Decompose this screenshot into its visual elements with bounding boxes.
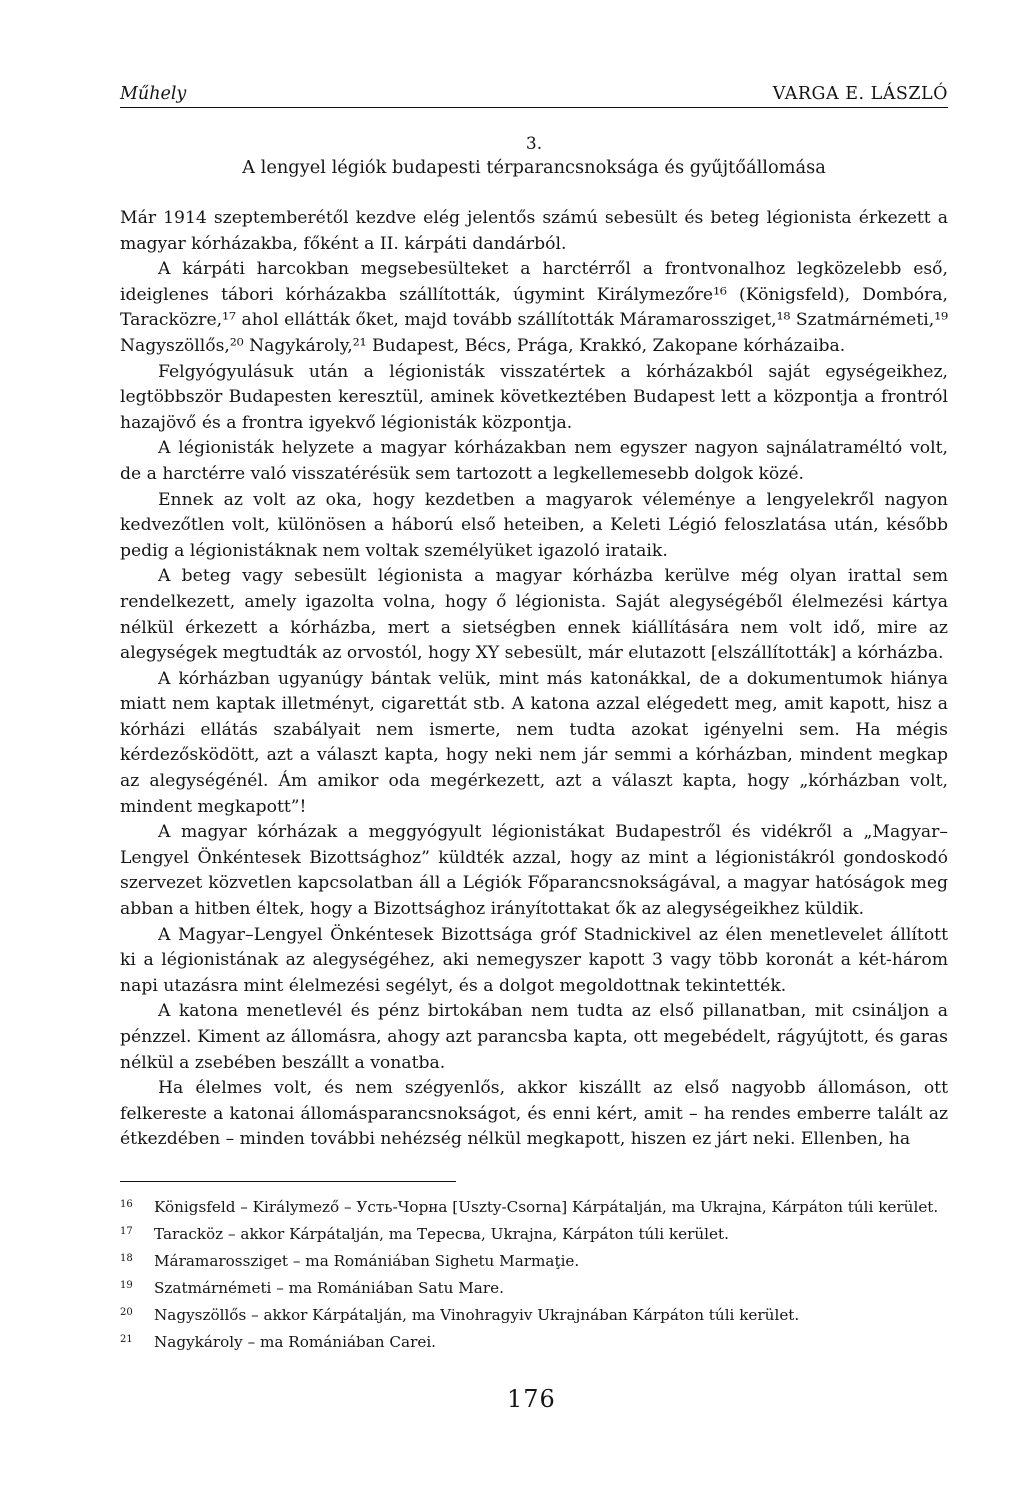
paragraph: A beteg vagy sebesült légionista a magyar kórházba kerülve még olyan irattal sem rendelkezett, amely igazolta volna, hogy ő légionista. Saját alegységéből élelmezési kártya nélkül érkezett a kórházba, mert a sietségben ennek kiállítására nem volt idő, mire az alegységek megtudták az orvostól, hogy XY sebesült, már elutazott [elszállították] a kórházba.	[120, 566, 948, 664]
footnote-divider	[120, 1181, 456, 1182]
footnote-text: Königsfeld – Királymező – Усть-Чорна [Uszty-Csorna] Kárpátalján, ma Ukrajna, Kárpáton túli kerület.	[154, 1197, 939, 1216]
paragraph: A kárpáti harcokban megsebesülteket a harctérről a frontvonalhoz legközelebb eső, ideiglenes tábori kórházakba szállították, úgymint Királymezőre¹⁶ (Königsfeld), Dombóra, Taracközre,¹⁷ ahol ellátták őket, majd tovább szállították Máramarossziget,¹⁸ Szatmárnémeti,¹⁹ Nagyszöllős,²⁰ Nagykároly,²¹ Budapest, Bécs, Prága, Krakkó, Zakopane kórházaiba.	[120, 259, 948, 356]
footnote-number: 21	[120, 1333, 133, 1345]
footnote-number: 16	[120, 1198, 133, 1210]
footnote-text: Szatmárnémeti – ma Romániában Satu Mare.	[154, 1278, 504, 1297]
page	[120, 84, 948, 1353]
section-number: 3.	[525, 134, 543, 154]
paragraph: Ennek az volt az oka, hogy kezdetben a magyarok véleménye a lengyelekről nagyon kedvezőtlen volt, különösen a háború első heteiben, a Keleti Légió feloszlatása után, később pedig a légionistáknak nem voltak személyüket igazoló irataik.	[120, 489, 948, 561]
footnote	[120, 1223, 948, 1245]
footnotes	[120, 1196, 948, 1353]
running-head-left: Műhely	[120, 84, 187, 104]
footnote-number: 18	[120, 1252, 133, 1264]
paragraph: A kórházban ugyanúgy bántak velük, mint más katonákkal, de a dokumentumok hiánya miatt nem kaptak illetményt, cigarettát stb. A katona azzal elégedett meg, amit kapott, hisz a kórházi ellátás szabályait nem ismerte, nem tudta azokat igényelni sem. Ha mégis kérdezősködött, azt a választ kapta, hogy neki nem jár semmi a kórházban, mindent megkap az alegységénél. Ám amikor oda megérkezett, azt a választ kapta, hogy „kórházban volt, mindent megkapott”!	[120, 668, 948, 817]
paragraph: Ha élelmes volt, és nem szégyenlős, akkor kiszállt az első nagyobb állomáson, ott felkereste a katonai állomásparancsnokságot, és enni kért, amit – ha rendes emberre talált az étkezdében – minden további nehézség nélkül megkapott, hiszen ez járt neki. Ellenben, ha	[120, 1078, 948, 1150]
footnote-text: Nagykároly – ma Romániában Carei.	[154, 1332, 436, 1351]
footnote	[120, 1304, 948, 1326]
paragraph: Felgyógyulásuk után a légionisták visszatértek a kórházakból saját egységeikhez, legtöbbször Budapesten keresztül, aminek következtében Budapest lett a központja a frontról hazajövő és a frontra igyekvő légionisták központja.	[120, 361, 948, 433]
footnote-text: Nagyszöllős – akkor Kárpátalján, ma Vinohragyiv Ukrajnában Kárpáton túli kerület.	[154, 1305, 800, 1324]
footnote-text: Máramarossziget – ma Romániában Sighetu Marmaţie.	[154, 1251, 580, 1270]
running-head-right: VARGA E. LÁSZLÓ	[772, 84, 948, 104]
body-text	[120, 206, 948, 1153]
footnote	[120, 1277, 948, 1299]
paragraph: A Magyar–Lengyel Önkéntesek Bizottsága gróf Stadnickivel az élen menetlevelet állított ki a légionistának az alegységéhez, aki nemegyszer kapott 3 vagy több koronát a két-három napi utazásra mint élelmezési segélyt, és a dolgot megoldottnak tekintették.	[120, 924, 948, 996]
paragraph: A magyar kórházak a meggyógyult légionistákat Budapestről és vidékről a „Magyar–Lengyel Önkéntesek Bizottsághoz” küldték azzal, hogy az mint a légionistákról gondoskodó szervezet közvetlen kapcsolatban áll a Légiók Főparancsnokságával, a magyar hatóságok meg abban a hitben éltek, hogy a Bizottsághoz irányítottakat ők az alegységeikhez küldik.	[120, 822, 948, 920]
paragraph: A katona menetlevél és pénz birtokában nem tudta az első pillanatban, mit csináljon a pénzzel. Kiment az állomásra, ahogy azt parancsba kapta, ott megebédelt, rágyújtott, és garas nélkül a zsebében beszállt a vonatba.	[120, 1001, 948, 1073]
footnote-text: Taracköz – akkor Kárpátalján, ma Тересва, Ukrajna, Kárpáton túli kerület.	[154, 1224, 729, 1243]
paragraph: Már 1914 szeptemberétől kezdve elég jelentős számú sebesült és beteg légionista érkezett a magyar kórházakba, főként a II. kárpáti dandárból.	[120, 208, 948, 254]
footnote	[120, 1196, 948, 1218]
footnote-number: 17	[120, 1225, 133, 1237]
footnote	[120, 1331, 948, 1353]
footnote	[120, 1250, 948, 1272]
footnote-number: 19	[120, 1279, 133, 1291]
footnote-number: 20	[120, 1306, 133, 1318]
paragraph: A légionisták helyzete a magyar kórházakban nem egyszer nagyon sajnálatraméltó volt, de a harctérre való visszatérésük sem tartozott a legkellemesebb dolgok közé.	[120, 438, 948, 484]
running-head	[120, 84, 948, 108]
page-number: 176	[507, 1385, 556, 1413]
section-title: A lengyel légiók budapesti térparancsnoksága és gyűjtőállomása	[242, 157, 826, 178]
